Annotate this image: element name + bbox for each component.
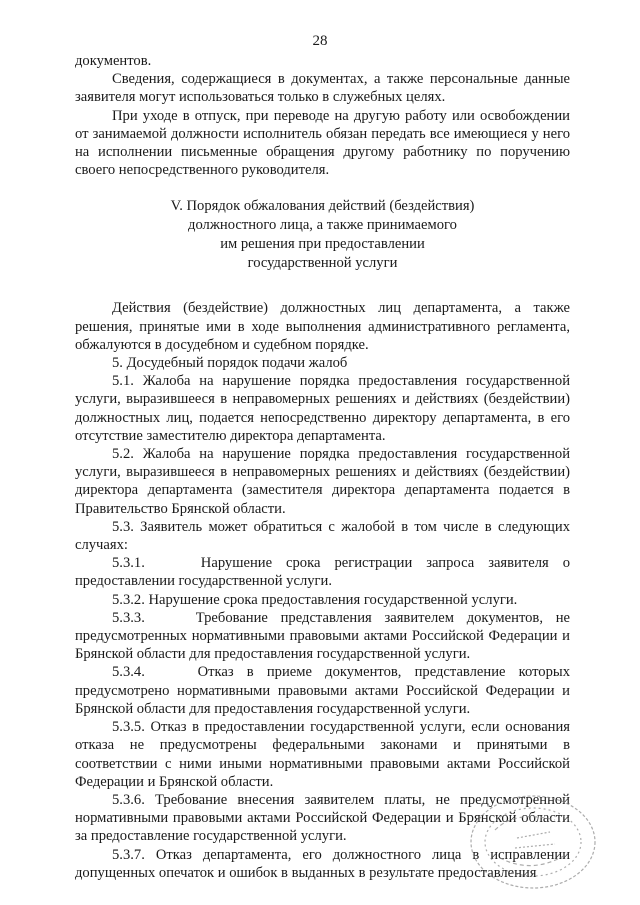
paragraph: 5.3.1. Нарушение срока регистрации запроса заявителя о предоставлении государственной услуги. — [75, 555, 570, 590]
section-heading-line: должностного лица, а также принимаемого — [188, 217, 457, 234]
paragraph: 5.3.2. Нарушение срока предоставления государственной услуги. — [112, 591, 518, 608]
paragraph: 5.2. Жалоба на нарушение порядка предоставления государственной услуги, выразившееся в неправомерных решениях и действиях (бездействии) директора департамента (заместителя директора департамента подается в Правительство Брянской области. — [75, 446, 570, 517]
section-heading-line: им решения при предоставлении — [220, 236, 425, 253]
paragraph: 5.3.3. Требование представления заявителем документов, не предусмотренных нормативными правовыми актами Российской Федерации и Брянской области для предоставления государственной услуги. — [75, 609, 570, 663]
section-heading — [75, 197, 570, 273]
page-number: 28 — [312, 33, 328, 49]
section-heading-line: государственной услуги — [247, 255, 398, 272]
paragraph: документов. — [75, 53, 152, 69]
paragraph: 5.3.4. Отказ в приеме документов, представление которых предусмотрено нормативными правовыми актами Российской Федерации и Брянской области для предоставления государственной услуги. — [75, 664, 570, 717]
paragraph: 5. Досудебный порядок подачи жалоб — [112, 355, 348, 372]
paragraph: 5.1. Жалоба на нарушение порядка предоставления государственной услуги, выразившееся в неправомерных решениях и действиях (бездействии) должностных лиц, подается непосредственно директору департамента, в его отсутствие заместителю директора департамента. — [75, 373, 570, 444]
official-seal-stamp — [455, 780, 605, 890]
document-body — [75, 52, 570, 882]
paragraph: 5.3.5. Отказ в предоставлении государственной услуги, если основания отказа не предусмотрены федеральными законами и принятыми в соответствии с ними иными нормативными правовыми актами Российской Федерации и Брянской области. — [75, 719, 570, 790]
paragraph: Действия (бездействие) должностных лиц департамента, а также решения, принятые ими в ходе выполнения административного регламента, обжалуются в досудебном и судебном порядке. — [75, 300, 570, 353]
paragraph: 5.3.7. Отказ департамента, его должностного лица в исправлении допущенных опечаток и ошибок в выданных в результате предоставления — [75, 846, 570, 881]
paragraph: 5.3. Заявитель может обратиться с жалобой в том числе в следующих случаях: — [75, 518, 570, 554]
paragraph: Сведения, содержащиеся в документах, а также персональные данные заявителя могут использоваться только в служебных целях. — [75, 71, 570, 106]
section-heading-line: V. Порядок обжалования действий (бездействия) — [170, 198, 475, 215]
paragraph: При уходе в отпуск, при переводе на другую работу или освобождении от занимаемой должности исполнитель обязан передать все имеющиеся у него на исполнении письменные обращения другому работнику по поручению своего непосредственного руководителя. — [75, 107, 570, 179]
paragraph: 5.3.6. Требование внесения заявителем платы, не предусмотренной нормативными правовыми актами Российской Федерации и Брянской области за предоставление государственной услуги. — [75, 791, 570, 845]
